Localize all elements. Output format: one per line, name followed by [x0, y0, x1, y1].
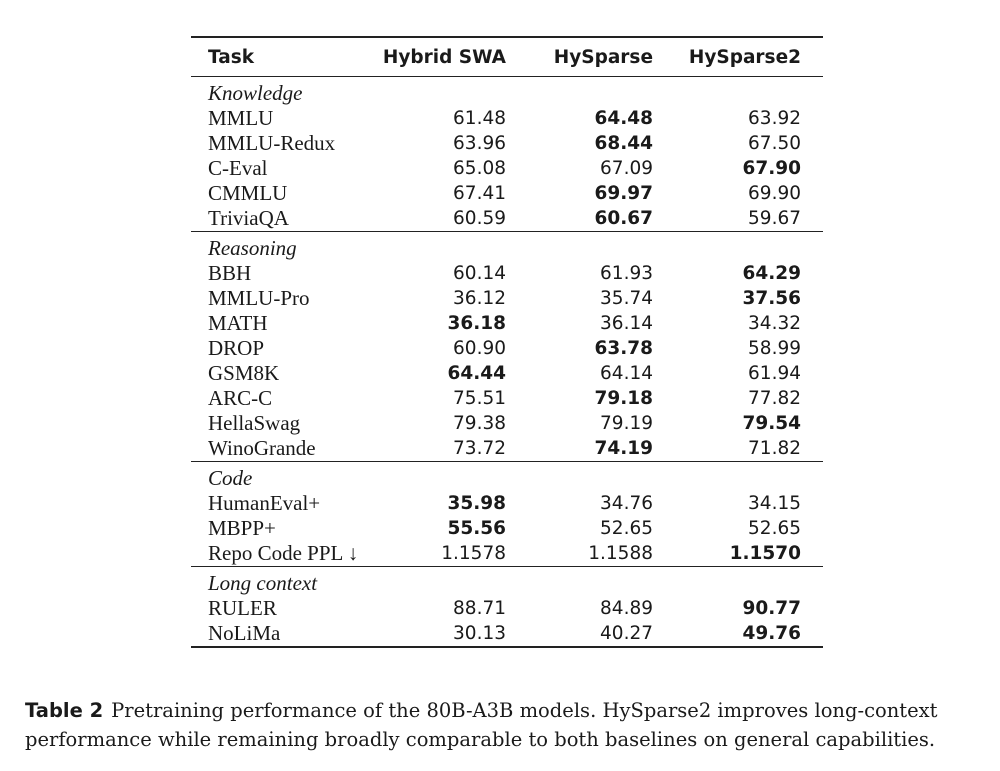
score-cell: 69.97 — [594, 183, 653, 204]
header-row — [191, 37, 823, 77]
section-title: Code — [208, 465, 253, 490]
section-title: Long context — [208, 570, 318, 595]
table-row — [191, 286, 823, 311]
task-name: BBH — [208, 261, 252, 285]
score-cell: 60.59 — [381, 206, 528, 232]
score-cell: 52.65 — [748, 518, 801, 539]
score-cell: 63.96 — [453, 133, 506, 154]
score-cell: 35.74 — [600, 288, 653, 309]
score-cell: 37.56 — [742, 288, 801, 309]
score-cell: 49.76 — [675, 621, 823, 647]
score-cell: 1.1588 — [528, 541, 675, 567]
task-name: MMLU-Pro — [208, 286, 310, 310]
score-cell: 58.99 — [748, 338, 801, 359]
score-cell: 1.1570 — [675, 541, 823, 567]
column-header-hysparse: HySparse — [528, 37, 675, 77]
score-cell: 52.65 — [600, 518, 653, 539]
table-row — [191, 516, 823, 541]
score-cell: 73.72 — [381, 436, 528, 462]
score-cell: 65.08 — [453, 158, 506, 179]
score-cell: 63.78 — [594, 338, 653, 359]
caption-label: Table 2 — [25, 699, 104, 722]
score-cell: 79.54 — [742, 413, 801, 434]
score-cell: 34.76 — [600, 493, 653, 514]
table-row — [191, 106, 823, 131]
section-reasoning — [191, 232, 823, 462]
score-cell: 90.77 — [742, 598, 801, 619]
score-cell: 61.94 — [748, 363, 801, 384]
task-name: GSM8K — [208, 361, 280, 385]
table-row — [191, 386, 823, 411]
score-cell: 79.38 — [453, 413, 506, 434]
score-cell: 34.15 — [748, 493, 801, 514]
table-row — [191, 181, 823, 206]
score-cell: 88.71 — [453, 598, 506, 619]
section-long-context — [191, 567, 823, 648]
score-cell: 69.90 — [748, 183, 801, 204]
table-row — [191, 541, 823, 567]
score-cell: 1.1578 — [381, 541, 528, 567]
score-cell: 64.44 — [447, 363, 506, 384]
score-cell: 61.48 — [453, 108, 506, 129]
score-cell: 75.51 — [453, 388, 506, 409]
table-row — [191, 491, 823, 516]
table-row — [191, 596, 823, 621]
section-header-row — [191, 77, 823, 107]
section-header-row — [191, 462, 823, 492]
score-cell: 60.90 — [453, 338, 506, 359]
task-name: RULER — [208, 596, 277, 620]
section-code — [191, 462, 823, 567]
score-cell: 30.13 — [381, 621, 528, 647]
score-cell: 67.50 — [748, 133, 801, 154]
table-row — [191, 336, 823, 361]
score-cell: 77.82 — [748, 388, 801, 409]
score-cell: 67.41 — [453, 183, 506, 204]
score-cell: 71.82 — [675, 436, 823, 462]
section-knowledge — [191, 77, 823, 232]
table-row — [191, 621, 823, 647]
table-header — [191, 37, 823, 77]
score-cell: 60.67 — [528, 206, 675, 232]
section-header-row — [191, 567, 823, 597]
caption-text: Pretraining performance of the 80B-A3B models. HySparse2 improves long-context performance while remaining broadly comparable to both baselines on general capabilities. — [25, 699, 938, 751]
task-name: MATH — [208, 311, 268, 335]
score-cell: 84.89 — [600, 598, 653, 619]
score-cell: 60.14 — [453, 263, 506, 284]
score-cell: 36.14 — [600, 313, 653, 334]
score-cell: 64.14 — [600, 363, 653, 384]
task-name: NoLiMa — [191, 621, 381, 647]
table-row — [191, 156, 823, 181]
score-cell: 36.12 — [453, 288, 506, 309]
task-name: MMLU — [208, 106, 274, 130]
task-name: MMLU-Redux — [208, 131, 336, 155]
section-header-row — [191, 232, 823, 262]
column-header-hysparse2: HySparse2 — [675, 37, 823, 77]
column-header-task: Task — [191, 37, 381, 77]
task-name: HumanEval+ — [208, 491, 321, 515]
score-cell: 68.44 — [594, 133, 653, 154]
column-header-hybrid-swa: Hybrid SWA — [381, 37, 528, 77]
section-title: Knowledge — [208, 80, 303, 105]
section-title: Reasoning — [208, 235, 297, 260]
score-cell: 64.48 — [594, 108, 653, 129]
task-name: WinoGrande — [191, 436, 381, 462]
task-name: DROP — [208, 336, 265, 360]
score-cell: 61.93 — [600, 263, 653, 284]
task-name: C-Eval — [208, 156, 268, 180]
table-row — [191, 411, 823, 436]
table-row — [191, 436, 823, 462]
table-caption — [25, 696, 990, 754]
task-name: ARC-C — [208, 386, 273, 410]
table-row — [191, 131, 823, 156]
score-cell: 55.56 — [447, 518, 506, 539]
table-row — [191, 261, 823, 286]
score-cell: 40.27 — [528, 621, 675, 647]
score-cell: 79.18 — [594, 388, 653, 409]
table-row — [191, 361, 823, 386]
score-cell: 67.90 — [742, 158, 801, 179]
task-name: TriviaQA — [191, 206, 381, 232]
table-row — [191, 311, 823, 336]
score-cell: 59.67 — [675, 206, 823, 232]
task-name: HellaSwag — [208, 411, 301, 435]
task-name: CMMLU — [208, 181, 288, 205]
score-cell: 74.19 — [528, 436, 675, 462]
task-name: MBPP+ — [208, 516, 276, 540]
score-cell: 64.29 — [742, 263, 801, 284]
score-cell: 36.18 — [447, 313, 506, 334]
task-name: Repo Code PPL ↓ — [191, 541, 381, 567]
score-cell: 63.92 — [748, 108, 801, 129]
results-table — [191, 36, 823, 648]
score-cell: 34.32 — [748, 313, 801, 334]
score-cell: 35.98 — [447, 493, 506, 514]
score-cell: 79.19 — [600, 413, 653, 434]
score-cell: 67.09 — [600, 158, 653, 179]
table-row — [191, 206, 823, 232]
